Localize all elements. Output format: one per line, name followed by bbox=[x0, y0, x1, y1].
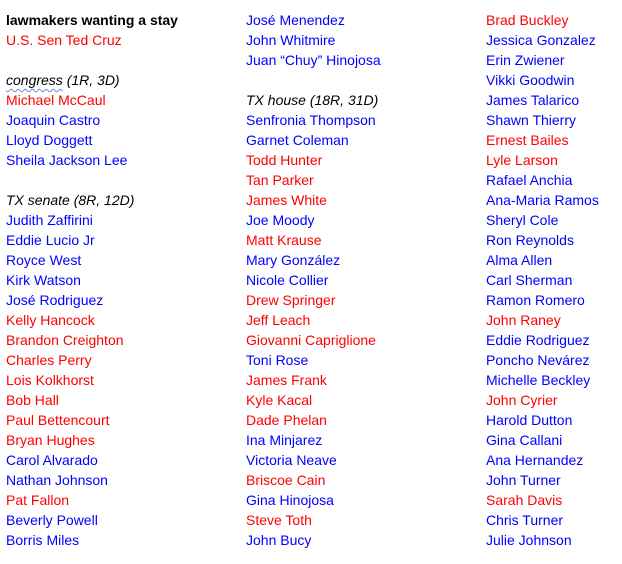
lawmaker-name: Shawn Thierry bbox=[486, 112, 577, 128]
section-heading: TX house (18R, 31D) bbox=[246, 92, 379, 108]
lawmaker-name: Joaquin Castro bbox=[6, 112, 101, 128]
lawmaker-name: Jessica Gonzalez bbox=[486, 32, 596, 48]
lawmaker-name: Brandon Creighton bbox=[6, 332, 124, 348]
section-heading-name: congress bbox=[6, 72, 63, 88]
lawmaker-name: Pat Fallon bbox=[6, 492, 70, 508]
lawmaker-name: Poncho Nevárez bbox=[486, 352, 590, 368]
lawmaker-name: Lois Kolkhorst bbox=[6, 372, 94, 388]
lawmaker-name: Ramon Romero bbox=[486, 292, 585, 308]
lawmaker-name: Michael McCaul bbox=[6, 92, 106, 108]
lawmaker-name: Joe Moody bbox=[246, 212, 315, 228]
lawmaker-name: John Whitmire bbox=[246, 32, 336, 48]
lawmaker-name: John Turner bbox=[486, 472, 561, 488]
lawmaker-name: Ina Minjarez bbox=[246, 432, 323, 448]
lawmaker-name: Ernest Bailes bbox=[486, 132, 569, 148]
lawmaker-name: James Frank bbox=[246, 372, 327, 388]
lawmaker-name: José Rodriguez bbox=[6, 292, 104, 308]
lawmaker-name: Toni Rose bbox=[246, 352, 309, 368]
column-2 bbox=[246, 10, 476, 550]
lawmaker-name: Eddie Lucio Jr bbox=[6, 232, 95, 248]
lawmaker-name: Harold Dutton bbox=[486, 412, 573, 428]
lawmaker-name: John Cyrier bbox=[486, 392, 558, 408]
lawmaker-name: Kirk Watson bbox=[6, 272, 81, 288]
lawmaker-name: Carl Sherman bbox=[486, 272, 573, 288]
lawmaker-name: Rafael Anchia bbox=[486, 172, 573, 188]
lawmaker-name: Erin Zwiener bbox=[486, 52, 565, 68]
lawmaker-name: Senfronia Thompson bbox=[246, 112, 376, 128]
lawmaker-name: Michelle Beckley bbox=[486, 372, 591, 388]
lawmaker-name: José Menendez bbox=[246, 12, 345, 28]
lawmaker-name: Garnet Coleman bbox=[246, 132, 349, 148]
lawmaker-name: Nicole Collier bbox=[246, 272, 329, 288]
lawmaker-name: Alma Allen bbox=[486, 252, 553, 268]
lawmaker-name: Borris Miles bbox=[6, 532, 80, 548]
lawmaker-name: Judith Zaffirini bbox=[6, 212, 93, 228]
blank-line bbox=[6, 50, 236, 70]
lawmaker-name: U.S. Sen Ted Cruz bbox=[6, 32, 122, 48]
lawmaker-name: Ron Reynolds bbox=[486, 232, 574, 248]
lawmaker-name: Gina Callani bbox=[486, 432, 563, 448]
lawmaker-name: Mary González bbox=[246, 252, 341, 268]
lawmaker-name: Lyle Larson bbox=[486, 152, 558, 168]
lawmaker-name: Kyle Kacal bbox=[246, 392, 313, 408]
lawmaker-name: Victoria Neave bbox=[246, 452, 337, 468]
lawmaker-name: Giovanni Capriglione bbox=[246, 332, 376, 348]
list-heading: lawmakers wanting a stay bbox=[6, 12, 178, 28]
lawmaker-name: Charles Perry bbox=[6, 352, 92, 368]
lawmaker-name: Bryan Hughes bbox=[6, 432, 95, 448]
lawmaker-name: Tan Parker bbox=[246, 172, 314, 188]
lawmaker-name: Bob Hall bbox=[6, 392, 59, 408]
blank-line bbox=[246, 70, 476, 90]
lawmaker-name: Royce West bbox=[6, 252, 82, 268]
lawmaker-name: Dade Phelan bbox=[246, 412, 327, 428]
lawmaker-name: Paul Bettencourt bbox=[6, 412, 110, 428]
lawmaker-name: Nathan Johnson bbox=[6, 472, 108, 488]
lawmaker-name: Todd Hunter bbox=[246, 152, 323, 168]
lawmaker-name: Ana Hernandez bbox=[486, 452, 584, 468]
column-1 bbox=[6, 10, 236, 550]
lawmaker-name: Carol Alvarado bbox=[6, 452, 98, 468]
lawmaker-name: John Bucy bbox=[246, 532, 312, 548]
lawmaker-name: Julie Johnson bbox=[486, 532, 572, 548]
lawmaker-name: James White bbox=[246, 192, 327, 208]
lawmaker-name: Ana-Maria Ramos bbox=[486, 192, 599, 208]
lawmaker-name: Lloyd Doggett bbox=[6, 132, 93, 148]
lawmaker-name: Eddie Rodriguez bbox=[486, 332, 590, 348]
blank-line bbox=[6, 170, 236, 190]
lawmaker-name: Kelly Hancock bbox=[6, 312, 95, 328]
lawmaker-name: Beverly Powell bbox=[6, 512, 98, 528]
lawmaker-name: Steve Toth bbox=[246, 512, 312, 528]
lawmaker-name: Sarah Davis bbox=[486, 492, 563, 508]
column-3 bbox=[486, 10, 620, 550]
lawmaker-name: Sheila Jackson Lee bbox=[6, 152, 128, 168]
section-heading: TX senate (8R, 12D) bbox=[6, 192, 135, 208]
lawmaker-name: Briscoe Cain bbox=[246, 472, 326, 488]
lawmaker-name: James Talarico bbox=[486, 92, 580, 108]
lawmaker-name: Brad Buckley bbox=[486, 12, 569, 28]
lawmaker-name: John Raney bbox=[486, 312, 561, 328]
lawmaker-name: Matt Krause bbox=[246, 232, 322, 248]
lawmaker-name: Sheryl Cole bbox=[486, 212, 559, 228]
lawmaker-name: Gina Hinojosa bbox=[246, 492, 334, 508]
section-heading bbox=[6, 70, 236, 90]
lawmaker-name: Vikki Goodwin bbox=[486, 72, 575, 88]
lawmaker-name: Drew Springer bbox=[246, 292, 336, 308]
section-heading-count: (1R, 3D) bbox=[62, 72, 120, 88]
lawmaker-name: Chris Turner bbox=[486, 512, 564, 528]
lawmaker-name: Juan “Chuy” Hinojosa bbox=[246, 52, 381, 68]
lawmaker-name: Jeff Leach bbox=[246, 312, 311, 328]
